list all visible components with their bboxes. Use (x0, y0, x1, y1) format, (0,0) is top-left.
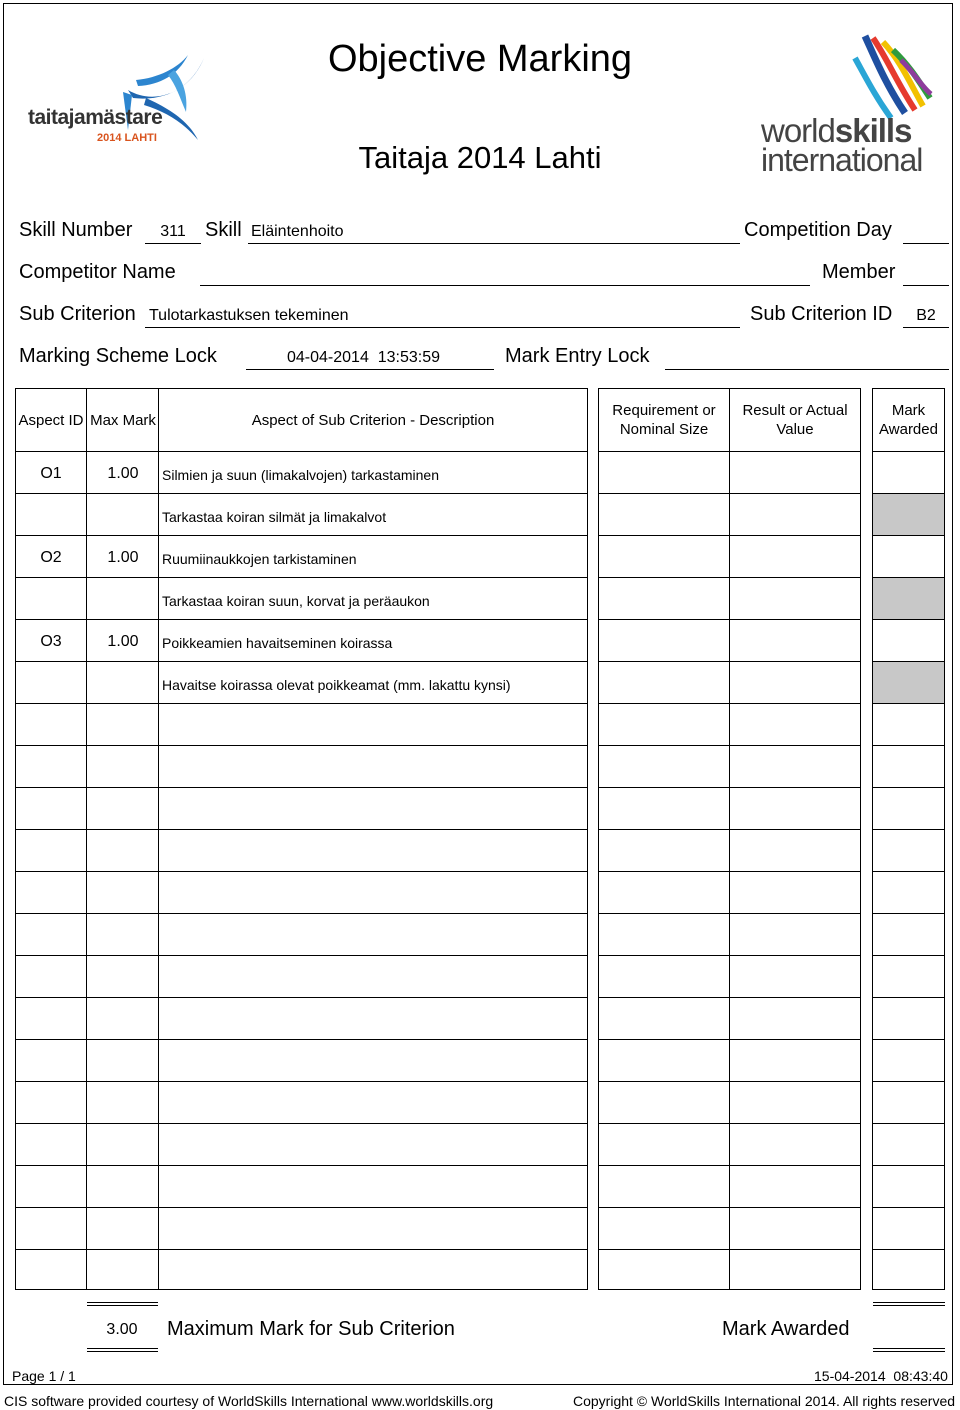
sub-criterion-id-label: Sub Criterion ID (750, 303, 893, 325)
skill-field[interactable]: Eläintenhoito (251, 223, 344, 240)
mark-entry-lock-label: Mark Entry Lock (505, 345, 650, 367)
table-row-line (598, 829, 861, 830)
table-row-line (598, 1165, 861, 1166)
table-row-line (15, 955, 588, 956)
table-row-line (15, 703, 588, 704)
aspect-max-mark: 1.00 (107, 633, 139, 650)
marking-scheme-lock-field[interactable] (287, 349, 440, 367)
competitor-name-field[interactable] (200, 285, 810, 286)
table-row-line (15, 1249, 588, 1250)
table-row-line (15, 1039, 588, 1040)
skill-underline (248, 243, 740, 244)
table-row-line (15, 577, 588, 578)
skill-number-underline (145, 243, 201, 244)
table-row-line (598, 1207, 861, 1208)
table-row-line (598, 1081, 861, 1082)
max-mark-total: 3.00 (106, 1321, 138, 1338)
max-mark-total-label: Maximum Mark for Sub Criterion (167, 1318, 455, 1340)
aspect-description: Ruumiinaukkojen tarkistaminen (162, 551, 357, 567)
table-row-line (15, 535, 588, 536)
software-credit: CIS software provided courtesy of WorldSkills International www.worldskills.org (4, 1393, 494, 1409)
taitaja-logo-tagline: 2014 LAHTI (97, 132, 157, 144)
competition-day-field[interactable] (903, 243, 949, 244)
table-row-line (872, 451, 945, 452)
print-date: 15-04-2014 (814, 1368, 886, 1384)
table-row-line (598, 1123, 861, 1124)
awarded-top-rule (873, 1302, 945, 1306)
table-row-line (872, 871, 945, 872)
table-row-line (15, 829, 588, 830)
page-number: Page 1 / 1 (12, 1368, 76, 1384)
table-row-line (872, 997, 945, 998)
table-row-line (598, 535, 861, 536)
worldskills-logo (755, 28, 935, 178)
table-row-line (598, 493, 861, 494)
skill-number-label: Skill Number (19, 219, 133, 241)
marking-scheme-lock-date: 04-04-2014 (287, 349, 369, 366)
worldskills-logo-line2: international (761, 142, 923, 178)
column-divider-3 (729, 388, 730, 1290)
marking-scheme-lock-label: Marking Scheme Lock (19, 345, 217, 367)
aspect-id: O1 (40, 465, 62, 482)
mark-cell-disabled (872, 493, 945, 536)
skill-label: Skill (205, 219, 242, 241)
member-label: Member (822, 261, 896, 283)
print-time: 08:43:40 (893, 1368, 948, 1384)
table-row-line (15, 493, 588, 494)
taitaja-logo-text: taitajamästare (28, 106, 163, 129)
mark-entry-lock-field[interactable] (665, 369, 949, 370)
column-divider-2 (158, 388, 159, 1290)
table-row-line (598, 703, 861, 704)
table-row-line (15, 661, 588, 662)
table-row-line (872, 1081, 945, 1082)
table-row-line (598, 745, 861, 746)
aspect-detail: Tarkastaa koiran suun, korvat ja peräaukon (162, 593, 430, 609)
aspect-detail: Tarkastaa koiran silmät ja limakalvot (162, 509, 387, 525)
column-divider-1 (86, 388, 87, 1290)
competition-day-label: Competition Day (744, 219, 892, 241)
table-row-line (598, 451, 861, 452)
total-top-rule (87, 1302, 158, 1306)
table-row-line (598, 1039, 861, 1040)
table-row-line (872, 955, 945, 956)
table-row-line (872, 1249, 945, 1250)
aspect-id: O3 (40, 633, 62, 650)
aspect-id: O2 (40, 549, 62, 566)
table-row-line (872, 1207, 945, 1208)
copyright-notice: Copyright © WorldSkills International 2014. All rights reserved (573, 1393, 956, 1409)
skill-number-field[interactable]: 311 (160, 223, 186, 240)
awarded-bottom-rule (873, 1348, 945, 1352)
page-subtitle: Taitaja 2014 Lahti (358, 140, 602, 175)
table-row-line (872, 829, 945, 830)
mark-cell-disabled (872, 661, 945, 704)
col-header-requirement: Requirement or Nominal Size (612, 402, 716, 438)
table-row-line (598, 871, 861, 872)
total-bottom-rule (87, 1348, 158, 1352)
col-header-max-mark: Max Mark (90, 411, 156, 429)
table-row-line (598, 661, 861, 662)
table-row-line (872, 913, 945, 914)
table-row-line (15, 913, 588, 914)
aspect-description: Silmien ja suun (limakalvojen) tarkastaminen (162, 467, 440, 483)
table-row-line (598, 577, 861, 578)
table-row-line (15, 619, 588, 620)
table-row-line (872, 787, 945, 788)
col-header-aspect-id: Aspect ID (18, 411, 84, 429)
marking-scheme-lock-time: 13:53:59 (377, 349, 441, 366)
sub-criterion-id-underline (903, 327, 949, 328)
worldskills-logo-skills: skills (834, 112, 912, 149)
worldskills-logo-world: world (761, 112, 835, 149)
table-row-line (15, 1081, 588, 1082)
table-row-line (15, 997, 588, 998)
table-row-line (15, 1123, 588, 1124)
table-row-line (598, 997, 861, 998)
table-row-line (872, 1039, 945, 1040)
sub-criterion-label: Sub Criterion (19, 303, 136, 325)
table-row-line (598, 787, 861, 788)
marking-scheme-lock-underline (246, 369, 494, 370)
table-row-line (15, 745, 588, 746)
table-row-line (598, 619, 861, 620)
aspect-detail: Havaitse koirassa olevat poikkeamat (mm. lakattu kynsi) (162, 677, 511, 693)
table-row-line (15, 871, 588, 872)
page-title: Objective Marking (327, 38, 633, 80)
table-row-line (598, 913, 861, 914)
table-row-line (598, 1249, 861, 1250)
table-row-line (598, 955, 861, 956)
sub-criterion-underline (145, 327, 740, 328)
table-row-line (15, 1165, 588, 1166)
mark-cell-disabled (872, 577, 945, 620)
table-row-line (15, 451, 588, 452)
aspect-description: Poikkeamien havaitseminen koirassa (162, 635, 393, 651)
sub-criterion-id-field[interactable]: B2 (916, 307, 936, 324)
aspect-max-mark: 1.00 (107, 465, 139, 482)
table-row-line (15, 787, 588, 788)
sub-criterion-field[interactable]: Tulotarkastuksen tekeminen (149, 307, 349, 324)
taitaja-logo (28, 50, 208, 150)
mark-awarded-total-label: Mark Awarded (722, 1318, 850, 1340)
col-header-result: Result or Actual Value (742, 402, 848, 438)
table-row-line (872, 745, 945, 746)
table-row-line (872, 1165, 945, 1166)
table-row-line (872, 1123, 945, 1124)
print-timestamp (814, 1368, 948, 1384)
member-field[interactable] (903, 285, 949, 286)
competitor-name-label: Competitor Name (19, 261, 176, 283)
aspect-max-mark: 1.00 (107, 549, 139, 566)
table-row-line (15, 1207, 588, 1208)
col-header-description: Aspect of Sub Criterion - Description (251, 411, 495, 429)
col-header-mark-awarded: Mark Awarded (879, 402, 938, 438)
